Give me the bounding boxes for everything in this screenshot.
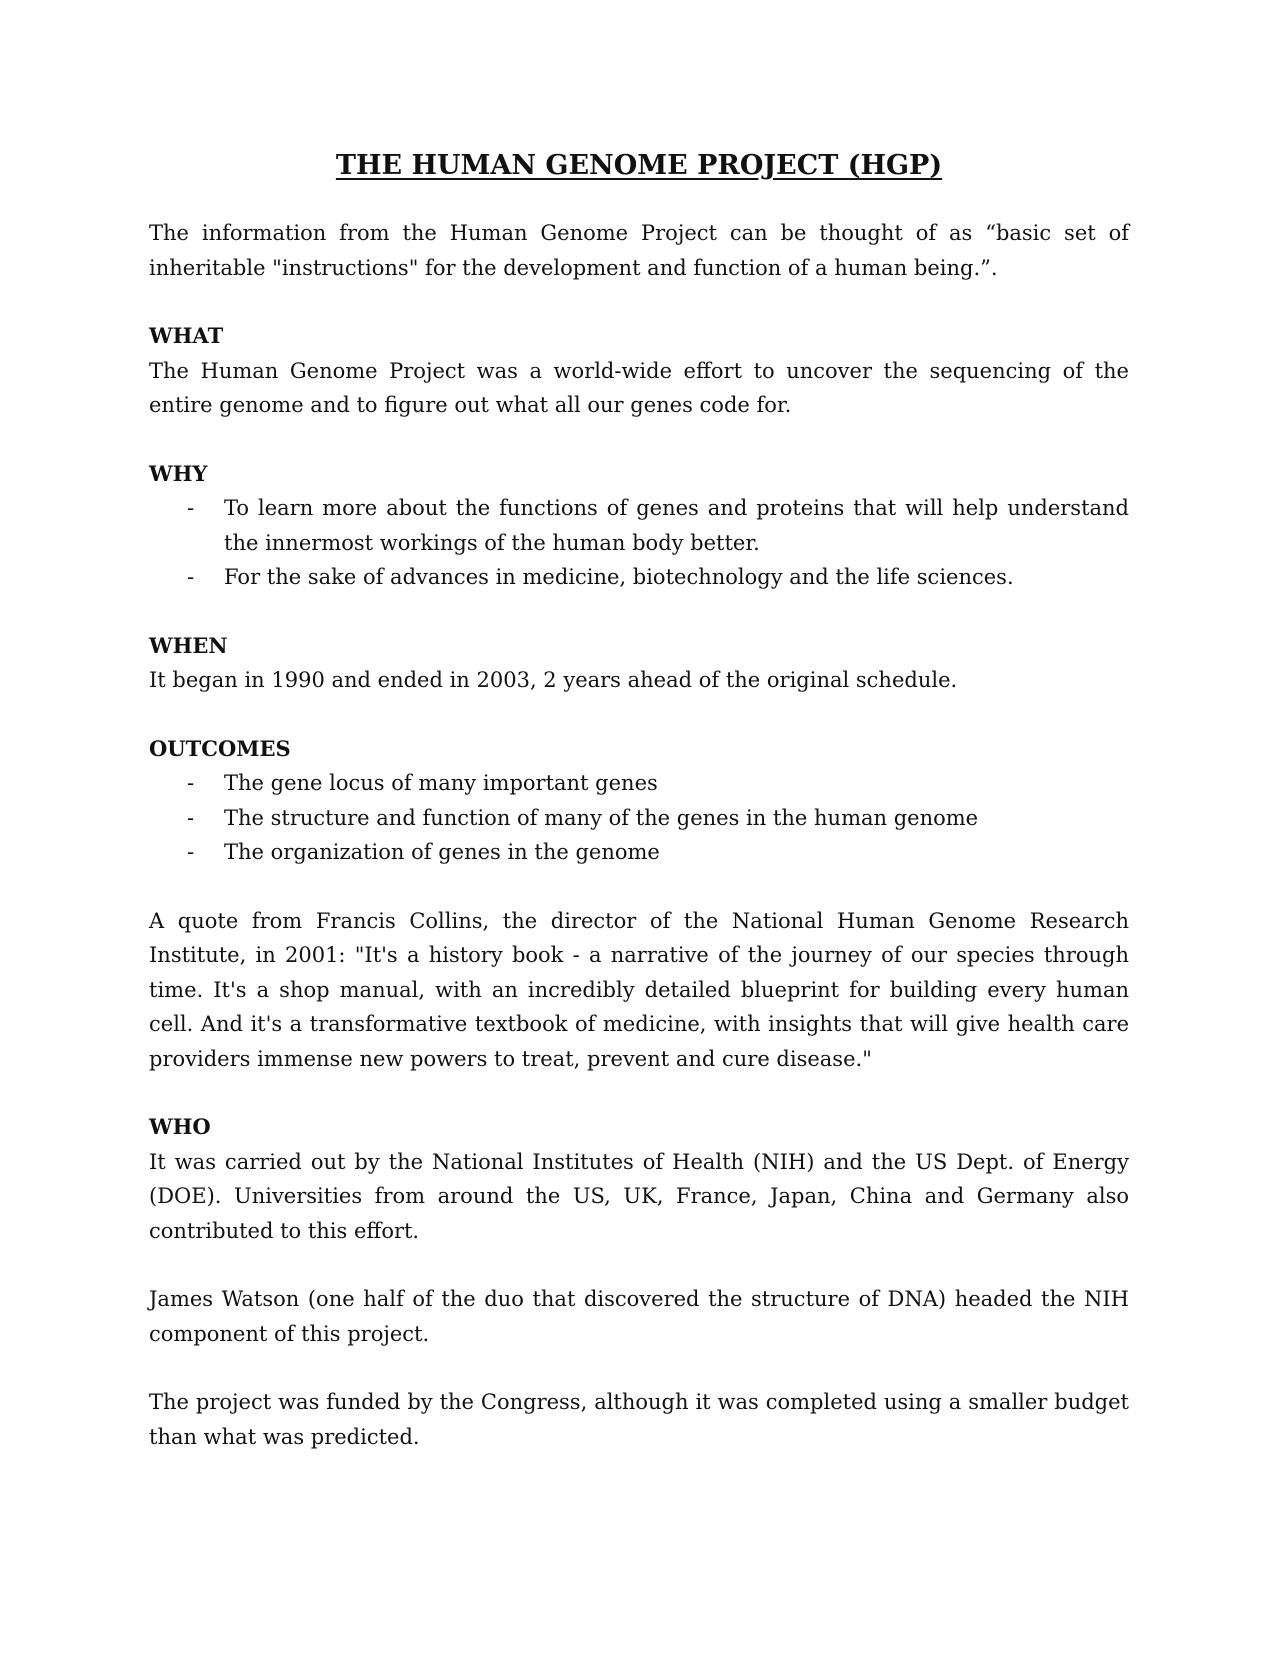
list-item-text: To learn more about the functions of genes and proteins that will help understand the innermost workings of the human body better.: [224, 496, 1129, 555]
dash-bullet-icon: -: [187, 496, 195, 521]
section-what: [149, 319, 1129, 423]
dash-bullet-icon: -: [187, 805, 195, 830]
section-heading-why: WHY: [149, 460, 208, 486]
spacer: [149, 423, 1129, 457]
dash-bullet-icon: -: [187, 840, 195, 865]
list-item: [149, 801, 1129, 836]
list-item-text: For the sake of advances in medicine, biotechnology and the life sciences.: [224, 565, 1014, 590]
section-text-who: It was carried out by the National Institutes of Health (NIH) and the US Dept. of Energy (DOE). Universities from around the US, UK, France, Japan, China and Germany also contributed to this effort.: [149, 1149, 1129, 1243]
list-item-text: The structure and function of many of the genes in the human genome: [224, 805, 979, 830]
watson-paragraph: James Watson (one half of the duo that discovered the structure of DNA) headed the NIH component of this project.: [149, 1287, 1129, 1346]
list-item: [149, 560, 1129, 595]
list-item-text: The organization of genes in the genome: [224, 840, 660, 865]
dash-bullet-icon: -: [187, 771, 195, 796]
section-heading-what: WHAT: [149, 323, 224, 349]
list-item-text: The gene locus of many important genes: [224, 771, 658, 796]
spacer: [149, 285, 1129, 319]
collins-quote-paragraph: A quote from Francis Collins, the director of the National Human Genome Research Institute, in 2001: "It's a history book - a narrative of the journey of our species through time. It's a shop manual, with an incredibly detailed blueprint for building every human cell. And it's a transformative textbook of medicine, with insights that will give health care providers immense new powers to treat, prevent and cure disease.": [149, 908, 1129, 1071]
section-who: [149, 1110, 1129, 1248]
section-why: [149, 457, 1129, 595]
spacer: [149, 870, 1129, 904]
list-item: [149, 766, 1129, 801]
section-heading-when: WHEN: [149, 632, 228, 658]
section-text-when: It began in 1990 and ended in 2003, 2 years ahead of the original schedule.: [149, 668, 958, 693]
section-heading-who: WHO: [149, 1114, 211, 1140]
document-title: THE HUMAN GENOME PROJECT (HGP): [335, 150, 943, 181]
section-when: [149, 629, 1129, 698]
why-list: [149, 491, 1129, 595]
dash-bullet-icon: -: [187, 565, 195, 590]
spacer: [149, 1076, 1129, 1110]
list-item: [149, 491, 1129, 560]
list-item: [149, 835, 1129, 870]
spacer: [149, 1351, 1129, 1385]
section-outcomes: [149, 732, 1129, 870]
intro-paragraph: The information from the Human Genome Project can be thought of as “basic set of inheritable "instructions" for the development and function of a human being.”.: [149, 221, 1129, 280]
document-page: [149, 150, 1129, 1454]
spacer: [149, 698, 1129, 732]
section-text-what: The Human Genome Project was a world-wide effort to uncover the sequencing of the entire genome and to figure out what all our genes code for.: [149, 358, 1129, 418]
section-heading-outcomes: OUTCOMES: [149, 735, 291, 761]
outcomes-list: [149, 766, 1129, 870]
spacer: [149, 595, 1129, 629]
spacer: [149, 1248, 1129, 1282]
funding-paragraph: The project was funded by the Congress, although it was completed using a smaller budget than what was predicted.: [149, 1390, 1129, 1449]
